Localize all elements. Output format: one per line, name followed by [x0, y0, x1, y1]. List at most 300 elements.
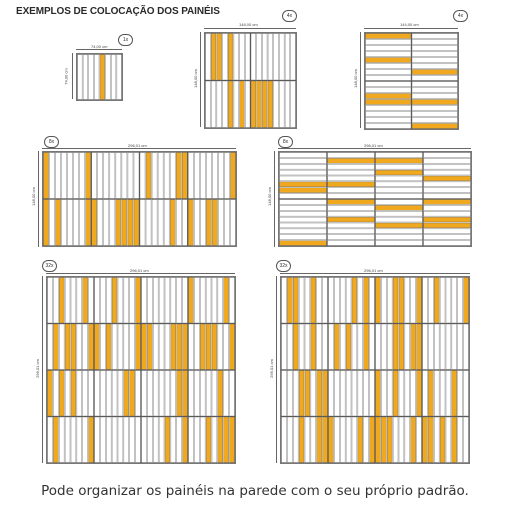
slat	[62, 153, 67, 199]
slat	[376, 229, 423, 234]
slat	[340, 417, 345, 463]
accent-slat	[230, 153, 235, 199]
slat	[412, 94, 458, 99]
slat	[328, 211, 375, 216]
slat	[352, 417, 357, 463]
slat	[230, 371, 235, 417]
slat	[424, 153, 471, 158]
slat	[328, 170, 375, 175]
accent-slat	[399, 324, 404, 370]
accent-slat	[280, 188, 327, 193]
slat	[464, 417, 469, 463]
slat	[77, 278, 82, 324]
height-dimension-line	[72, 53, 73, 99]
slat	[71, 278, 76, 324]
slat	[251, 34, 256, 81]
slat	[194, 200, 199, 246]
slat	[346, 371, 351, 417]
slat	[412, 64, 458, 69]
accent-slat	[280, 241, 327, 246]
slat	[376, 194, 423, 199]
slat	[280, 217, 327, 222]
slat	[280, 200, 327, 205]
slat	[165, 371, 170, 417]
accent-slat	[218, 371, 223, 417]
accent-slat	[147, 324, 152, 370]
slat	[311, 417, 316, 463]
accent-slat	[165, 417, 170, 463]
slat	[146, 200, 151, 246]
slat	[423, 324, 428, 370]
slat	[452, 278, 457, 324]
accent-slat	[206, 324, 211, 370]
slat	[458, 371, 463, 417]
slat	[257, 34, 262, 81]
slat	[280, 194, 327, 199]
slat	[358, 324, 363, 370]
slat	[194, 278, 199, 324]
slat	[446, 278, 451, 324]
accent-slat	[334, 324, 339, 370]
slat	[376, 200, 423, 205]
slat	[98, 200, 103, 246]
slat	[411, 278, 416, 324]
example-4x-vertical	[190, 8, 300, 128]
accent-slat	[211, 34, 216, 81]
slat	[147, 417, 152, 463]
slat	[140, 200, 145, 246]
slat	[464, 371, 469, 417]
slat	[212, 371, 217, 417]
slat	[142, 371, 147, 417]
slat	[305, 324, 310, 370]
accent-slat	[212, 200, 217, 246]
slat	[245, 34, 250, 81]
slat	[446, 324, 451, 370]
slat	[411, 371, 416, 417]
slat	[405, 324, 410, 370]
slat	[424, 211, 471, 216]
slat	[317, 278, 322, 324]
slat	[95, 371, 100, 417]
accent-slat	[352, 278, 357, 324]
width-dimension-line	[278, 148, 471, 149]
slat	[77, 417, 82, 463]
slat	[440, 278, 445, 324]
slat	[412, 106, 458, 111]
accent-slat	[48, 371, 53, 417]
slat	[299, 278, 304, 324]
slat	[370, 324, 375, 370]
accent-slat	[424, 176, 471, 181]
slat	[147, 371, 152, 417]
slat	[366, 46, 412, 51]
slat	[98, 153, 103, 199]
accent-slat	[142, 324, 147, 370]
accent-slat	[183, 417, 188, 463]
height-dimension-line	[200, 32, 201, 127]
slat	[280, 170, 327, 175]
slat-pattern	[279, 152, 471, 246]
accent-slat	[59, 278, 64, 324]
slat	[364, 371, 369, 417]
slat	[200, 153, 205, 199]
accent-slat	[434, 278, 439, 324]
accent-slat	[89, 417, 94, 463]
slat	[352, 324, 357, 370]
slat	[424, 170, 471, 175]
accent-slat	[393, 371, 398, 417]
accent-slat	[411, 417, 416, 463]
slat	[366, 106, 412, 111]
example-1x	[60, 32, 140, 112]
slat	[112, 324, 117, 370]
slat	[366, 112, 412, 117]
accent-slat	[53, 324, 58, 370]
slat	[218, 278, 223, 324]
slat	[274, 81, 279, 128]
panel-count-badge: 8x	[44, 136, 59, 148]
accent-slat	[305, 371, 310, 417]
accent-slat	[83, 278, 88, 324]
slat	[183, 278, 188, 324]
slat	[458, 324, 463, 370]
slat	[280, 223, 327, 228]
accent-slat	[417, 371, 422, 417]
accent-slat	[71, 371, 76, 417]
slat	[458, 417, 463, 463]
slat	[381, 371, 386, 417]
slat	[211, 81, 216, 128]
slat	[366, 76, 412, 81]
accent-slat	[200, 324, 205, 370]
slat	[282, 371, 287, 417]
accent-slat	[177, 371, 182, 417]
slat	[164, 153, 169, 199]
slat	[234, 81, 239, 128]
slat	[376, 235, 423, 240]
slat	[194, 371, 199, 417]
accent-slat	[212, 324, 217, 370]
slat	[223, 81, 228, 128]
slat	[323, 324, 328, 370]
accent-slat	[86, 153, 91, 199]
slat	[65, 417, 70, 463]
slat	[171, 371, 176, 417]
accent-slat	[412, 70, 458, 75]
slat	[376, 153, 423, 158]
accent-slat	[299, 371, 304, 417]
slat	[95, 278, 100, 324]
slat	[110, 200, 115, 246]
slat	[280, 205, 327, 210]
slat	[285, 81, 290, 128]
slat	[364, 417, 369, 463]
slat	[329, 324, 334, 370]
accent-slat	[293, 324, 298, 370]
slat	[412, 40, 458, 45]
slat	[293, 417, 298, 463]
accent-slat	[311, 278, 316, 324]
slat	[358, 371, 363, 417]
slat	[381, 324, 386, 370]
slat	[287, 417, 292, 463]
slat	[165, 324, 170, 370]
slat	[206, 153, 211, 199]
slat	[274, 34, 279, 81]
slat	[328, 164, 375, 169]
slat	[48, 324, 53, 370]
slat	[65, 278, 70, 324]
panel-count-badge: 32x	[42, 260, 57, 272]
slat	[110, 153, 115, 199]
accent-slat	[323, 417, 328, 463]
accent-slat	[412, 100, 458, 105]
accent-slat	[381, 417, 386, 463]
accent-slat	[328, 182, 375, 187]
slat	[59, 324, 64, 370]
slat	[89, 371, 94, 417]
accent-slat	[44, 153, 49, 199]
slat	[56, 153, 61, 199]
slat	[159, 417, 164, 463]
width-label: 74,00 cm	[91, 44, 108, 49]
accent-slat	[189, 278, 194, 324]
slat	[399, 417, 404, 463]
accent-slat	[122, 200, 127, 246]
width-label: 148,00 cm	[239, 22, 258, 27]
slat	[189, 371, 194, 417]
slat	[124, 324, 129, 370]
slat	[376, 217, 423, 222]
slat	[280, 158, 327, 163]
slat	[100, 417, 105, 463]
slat	[393, 417, 398, 463]
slat	[424, 194, 471, 199]
slat	[405, 417, 410, 463]
panel-layout	[42, 151, 237, 247]
slat	[74, 153, 79, 199]
accent-slat	[424, 223, 471, 228]
slat	[200, 200, 205, 246]
slat	[366, 64, 412, 69]
slat	[130, 278, 135, 324]
slat	[189, 417, 194, 463]
accent-slat	[206, 417, 211, 463]
accent-slat	[417, 278, 422, 324]
panel-count-badge: 1x	[118, 34, 133, 46]
slat	[200, 417, 205, 463]
slat	[424, 182, 471, 187]
slat	[77, 371, 82, 417]
width-dimension-line	[364, 28, 458, 29]
slat	[291, 34, 296, 81]
slat	[305, 278, 310, 324]
panel-layout	[278, 151, 472, 247]
slat	[53, 371, 58, 417]
slat	[194, 324, 199, 370]
accent-slat	[116, 200, 121, 246]
slat	[53, 278, 58, 324]
slat	[94, 55, 99, 100]
slat	[376, 164, 423, 169]
accent-slat	[323, 371, 328, 417]
width-label: 296,01 cm	[364, 268, 383, 273]
slat	[165, 278, 170, 324]
slat	[170, 153, 175, 199]
slat	[280, 235, 327, 240]
accent-slat	[112, 278, 117, 324]
accent-slat	[411, 324, 416, 370]
accent-slat	[183, 324, 188, 370]
slat-pattern	[77, 54, 122, 100]
slat	[177, 278, 182, 324]
slat	[352, 371, 357, 417]
accent-slat	[228, 81, 233, 128]
slat	[340, 371, 345, 417]
caption-text: Pode organizar os painéis na parede com o seu próprio padrão.	[41, 483, 469, 499]
slat	[376, 176, 423, 181]
accent-slat	[452, 371, 457, 417]
slat	[50, 153, 55, 199]
slat	[334, 278, 339, 324]
page-title: EXEMPLOS DE COLOCAÇÃO DOS PAINÉIS	[16, 6, 220, 17]
accent-slat	[177, 324, 182, 370]
slat	[100, 324, 105, 370]
accent-slat	[440, 417, 445, 463]
accent-slat	[393, 324, 398, 370]
slat	[48, 278, 53, 324]
slat	[212, 417, 217, 463]
accent-slat	[317, 371, 322, 417]
slat	[329, 278, 334, 324]
slat	[117, 55, 122, 100]
accent-slat	[412, 124, 458, 129]
slat	[412, 118, 458, 123]
slat	[387, 324, 392, 370]
slat	[83, 371, 88, 417]
slat	[366, 124, 412, 129]
slat	[212, 278, 217, 324]
accent-slat	[65, 324, 70, 370]
accent-slat	[128, 200, 133, 246]
slat	[423, 371, 428, 417]
accent-slat	[171, 324, 176, 370]
height-dimension-line	[274, 151, 275, 247]
accent-slat	[376, 371, 381, 417]
slat	[424, 235, 471, 240]
slat	[287, 324, 292, 370]
slat	[206, 81, 211, 128]
slat	[218, 324, 223, 370]
slat	[194, 153, 199, 199]
accent-slat	[170, 200, 175, 246]
slat	[80, 153, 85, 199]
height-dimension-line	[38, 151, 39, 247]
slat	[405, 371, 410, 417]
accent-slat	[376, 278, 381, 324]
slat	[122, 153, 127, 199]
slat	[224, 324, 229, 370]
accent-slat	[268, 81, 273, 128]
slat	[366, 70, 412, 75]
slat	[282, 324, 287, 370]
accent-slat	[370, 417, 375, 463]
slat	[104, 153, 109, 199]
accent-slat	[417, 324, 422, 370]
example-8x-horizontal	[264, 134, 474, 250]
accent-slat	[287, 278, 292, 324]
slat	[65, 371, 70, 417]
panel-layout	[76, 53, 123, 101]
slat	[424, 205, 471, 210]
slat	[68, 200, 73, 246]
slat	[152, 153, 157, 199]
accent-slat	[251, 81, 256, 128]
accent-slat	[366, 94, 412, 99]
accent-slat	[92, 200, 97, 246]
slat	[188, 153, 193, 199]
width-label: 296,01 cm	[364, 143, 383, 148]
slat	[182, 200, 187, 246]
slat	[118, 324, 123, 370]
slat	[328, 229, 375, 234]
slat	[279, 81, 284, 128]
slat	[224, 371, 229, 417]
accent-slat	[230, 417, 235, 463]
slat	[424, 188, 471, 193]
slat	[366, 40, 412, 45]
accent-slat	[100, 55, 105, 100]
slat	[106, 417, 111, 463]
slat	[412, 88, 458, 93]
accent-slat	[230, 324, 235, 370]
accent-slat	[136, 278, 141, 324]
accent-slat	[387, 417, 392, 463]
slat	[95, 417, 100, 463]
accent-slat	[257, 81, 262, 128]
accent-slat	[183, 371, 188, 417]
accent-slat	[218, 417, 223, 463]
accent-slat	[299, 417, 304, 463]
slat	[387, 371, 392, 417]
width-dimension-line	[42, 148, 236, 149]
slat	[328, 153, 375, 158]
slat	[118, 371, 123, 417]
slat	[48, 417, 53, 463]
accent-slat	[376, 158, 423, 163]
slat	[311, 371, 316, 417]
accent-slat	[293, 278, 298, 324]
slat	[424, 229, 471, 234]
height-label: 148,00 cm	[266, 187, 272, 206]
slat	[240, 34, 245, 81]
slat	[366, 82, 412, 87]
slat	[92, 153, 97, 199]
slat	[206, 371, 211, 417]
slat	[317, 324, 322, 370]
slat	[291, 81, 296, 128]
slat	[464, 324, 469, 370]
slat	[434, 371, 439, 417]
slat	[171, 278, 176, 324]
slat	[346, 278, 351, 324]
slat	[100, 278, 105, 324]
slat	[280, 164, 327, 169]
slat	[142, 417, 147, 463]
slat	[153, 371, 158, 417]
slat	[305, 417, 310, 463]
